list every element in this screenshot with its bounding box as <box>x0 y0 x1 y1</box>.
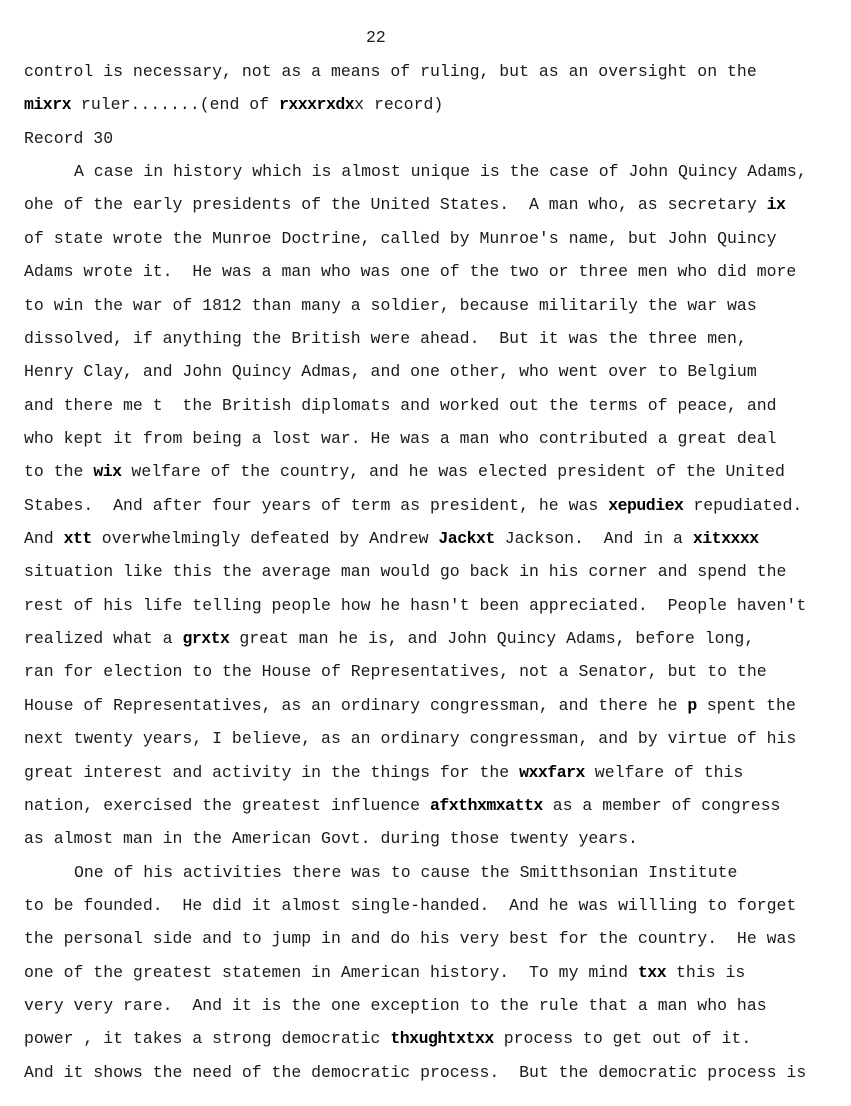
text-line <box>24 422 844 455</box>
text-line <box>24 55 844 88</box>
text-segment: And <box>24 529 64 549</box>
text-line <box>24 722 844 755</box>
text-line <box>24 289 844 322</box>
text-segment: great man he is, and John Quincy Adams, before long, <box>229 629 755 649</box>
text-segment: And it shows the need of the democratic process. But the democratic process is <box>24 1062 807 1082</box>
text-line <box>24 355 844 388</box>
text-line <box>24 455 844 488</box>
text-line <box>24 255 844 288</box>
text-segment: Henry Clay, and John Quincy Admas, and one other, who went over to Belgium <box>24 362 757 382</box>
text-line <box>24 555 844 588</box>
text-segment: welfare of the country, and he was elected president of the United <box>121 462 785 482</box>
struck-out-text: rxxxrxdx <box>278 95 355 115</box>
text-segment: realized what a <box>24 629 183 649</box>
text-line <box>24 922 844 955</box>
text-segment: Stabes. And after four years of term as president, he was <box>24 495 609 515</box>
text-segment: very very rare. And it is the one exception to the rule that a man who has <box>24 996 767 1016</box>
struck-out-text: xtt <box>63 529 92 549</box>
text-line <box>24 1022 844 1055</box>
text-segment: and there me t the British diplomats and worked out the terms of peace, and <box>24 395 777 415</box>
text-segment: great interest and activity in the things for the <box>24 762 520 782</box>
page-number: 22 <box>366 28 386 47</box>
text-segment: ran for election to the House of Representatives, not a Senator, but to the <box>24 662 767 682</box>
text-line <box>24 956 844 989</box>
text-segment: ruler.......(end of <box>71 95 279 115</box>
text-line <box>24 989 844 1022</box>
text-line <box>24 389 844 422</box>
text-segment: process to get out of it. <box>493 1029 752 1049</box>
text-line <box>24 655 844 688</box>
text-segment: welfare of this <box>584 762 744 782</box>
text-segment: A case in history which is almost unique is the case of John Quincy Adams, <box>74 162 807 182</box>
struck-out-text: grxtx <box>182 629 230 649</box>
text-line <box>24 789 844 822</box>
text-segment: power , it takes a strong democratic <box>24 1029 391 1049</box>
text-segment: ohe of the early presidents of the United States. A man who, as secretary <box>24 195 767 215</box>
text-line <box>24 489 844 522</box>
text-segment: to win the war of 1812 than many a soldier, because militarily the war was <box>24 295 757 315</box>
text-segment: repudiated. <box>683 495 803 515</box>
text-line <box>24 1056 844 1089</box>
text-line <box>24 889 844 922</box>
struck-out-text: xitxxxx <box>692 529 759 549</box>
text-segment: overwhelmingly defeated by Andrew <box>91 529 439 549</box>
text-segment: of state wrote the Munroe Doctrine, called by Munroe's name, but John Quincy <box>24 228 777 248</box>
text-line <box>24 822 844 855</box>
struck-out-text: ix <box>766 195 786 215</box>
text-line <box>24 622 844 655</box>
text-line <box>24 756 844 789</box>
struck-out-text: wix <box>93 462 122 482</box>
struck-out-text: xepudiex <box>608 495 684 515</box>
struck-out-text: thxughtxtxx <box>390 1029 494 1049</box>
text-segment: Jackson. And in a <box>494 529 693 549</box>
struck-out-text: afxthxmxattx <box>429 795 543 815</box>
text-line <box>24 522 844 555</box>
struck-out-text: txx <box>637 962 667 982</box>
text-line <box>24 88 844 121</box>
text-segment: this is <box>666 962 746 982</box>
text-segment: rest of his life telling people how he hasn't been appreciated. People haven't <box>24 595 807 615</box>
text-segment: spent the <box>696 695 796 715</box>
text-line <box>24 856 844 889</box>
text-line <box>24 155 844 188</box>
text-segment: One of his activities there was to cause the Smitthsonian Institute <box>74 862 738 882</box>
text-line <box>24 322 844 355</box>
text-segment: Adams wrote it. He was a man who was one of the two or three men who did more <box>24 262 797 282</box>
text-segment: x record) <box>354 95 444 115</box>
text-segment: dissolved, if anything the British were ahead. But it was the three men, <box>24 328 747 348</box>
text-segment: as a member of congress <box>542 795 781 815</box>
text-segment: as almost man in the American Govt. during those twenty years. <box>24 829 638 849</box>
text-segment: one of the greatest statemen in American history. To my mind <box>24 962 638 982</box>
text-line <box>24 689 844 722</box>
typewritten-body <box>24 55 844 1089</box>
text-line <box>24 122 844 155</box>
text-line <box>24 589 844 622</box>
text-segment: the personal side and to jump in and do his very best for the country. He was <box>24 929 797 949</box>
text-line <box>24 222 844 255</box>
text-segment: who kept it from being a lost war. He was a man who contributed a great deal <box>24 428 777 448</box>
struck-out-text: Jackxt <box>438 529 495 549</box>
text-segment: House of Representatives, as an ordinary congressman, and there he <box>24 695 688 715</box>
text-segment: nation, exercised the greatest influence <box>24 795 430 815</box>
text-segment: control is necessary, not as a means of ruling, but as an oversight on the <box>24 62 757 81</box>
struck-out-text: p <box>687 695 697 715</box>
text-line <box>24 188 844 221</box>
struck-out-text: mixrx <box>24 95 72 115</box>
text-segment: to be founded. He did it almost single-handed. And he was willling to forget <box>24 895 797 915</box>
text-segment: to the <box>24 462 94 482</box>
text-segment: situation like this the average man would go back in his corner and spend the <box>24 562 787 582</box>
text-segment: Record 30 <box>24 128 114 148</box>
struck-out-text: wxxfarx <box>519 762 585 782</box>
text-segment: next twenty years, I believe, as an ordinary congressman, and by virtue of his <box>24 729 797 749</box>
